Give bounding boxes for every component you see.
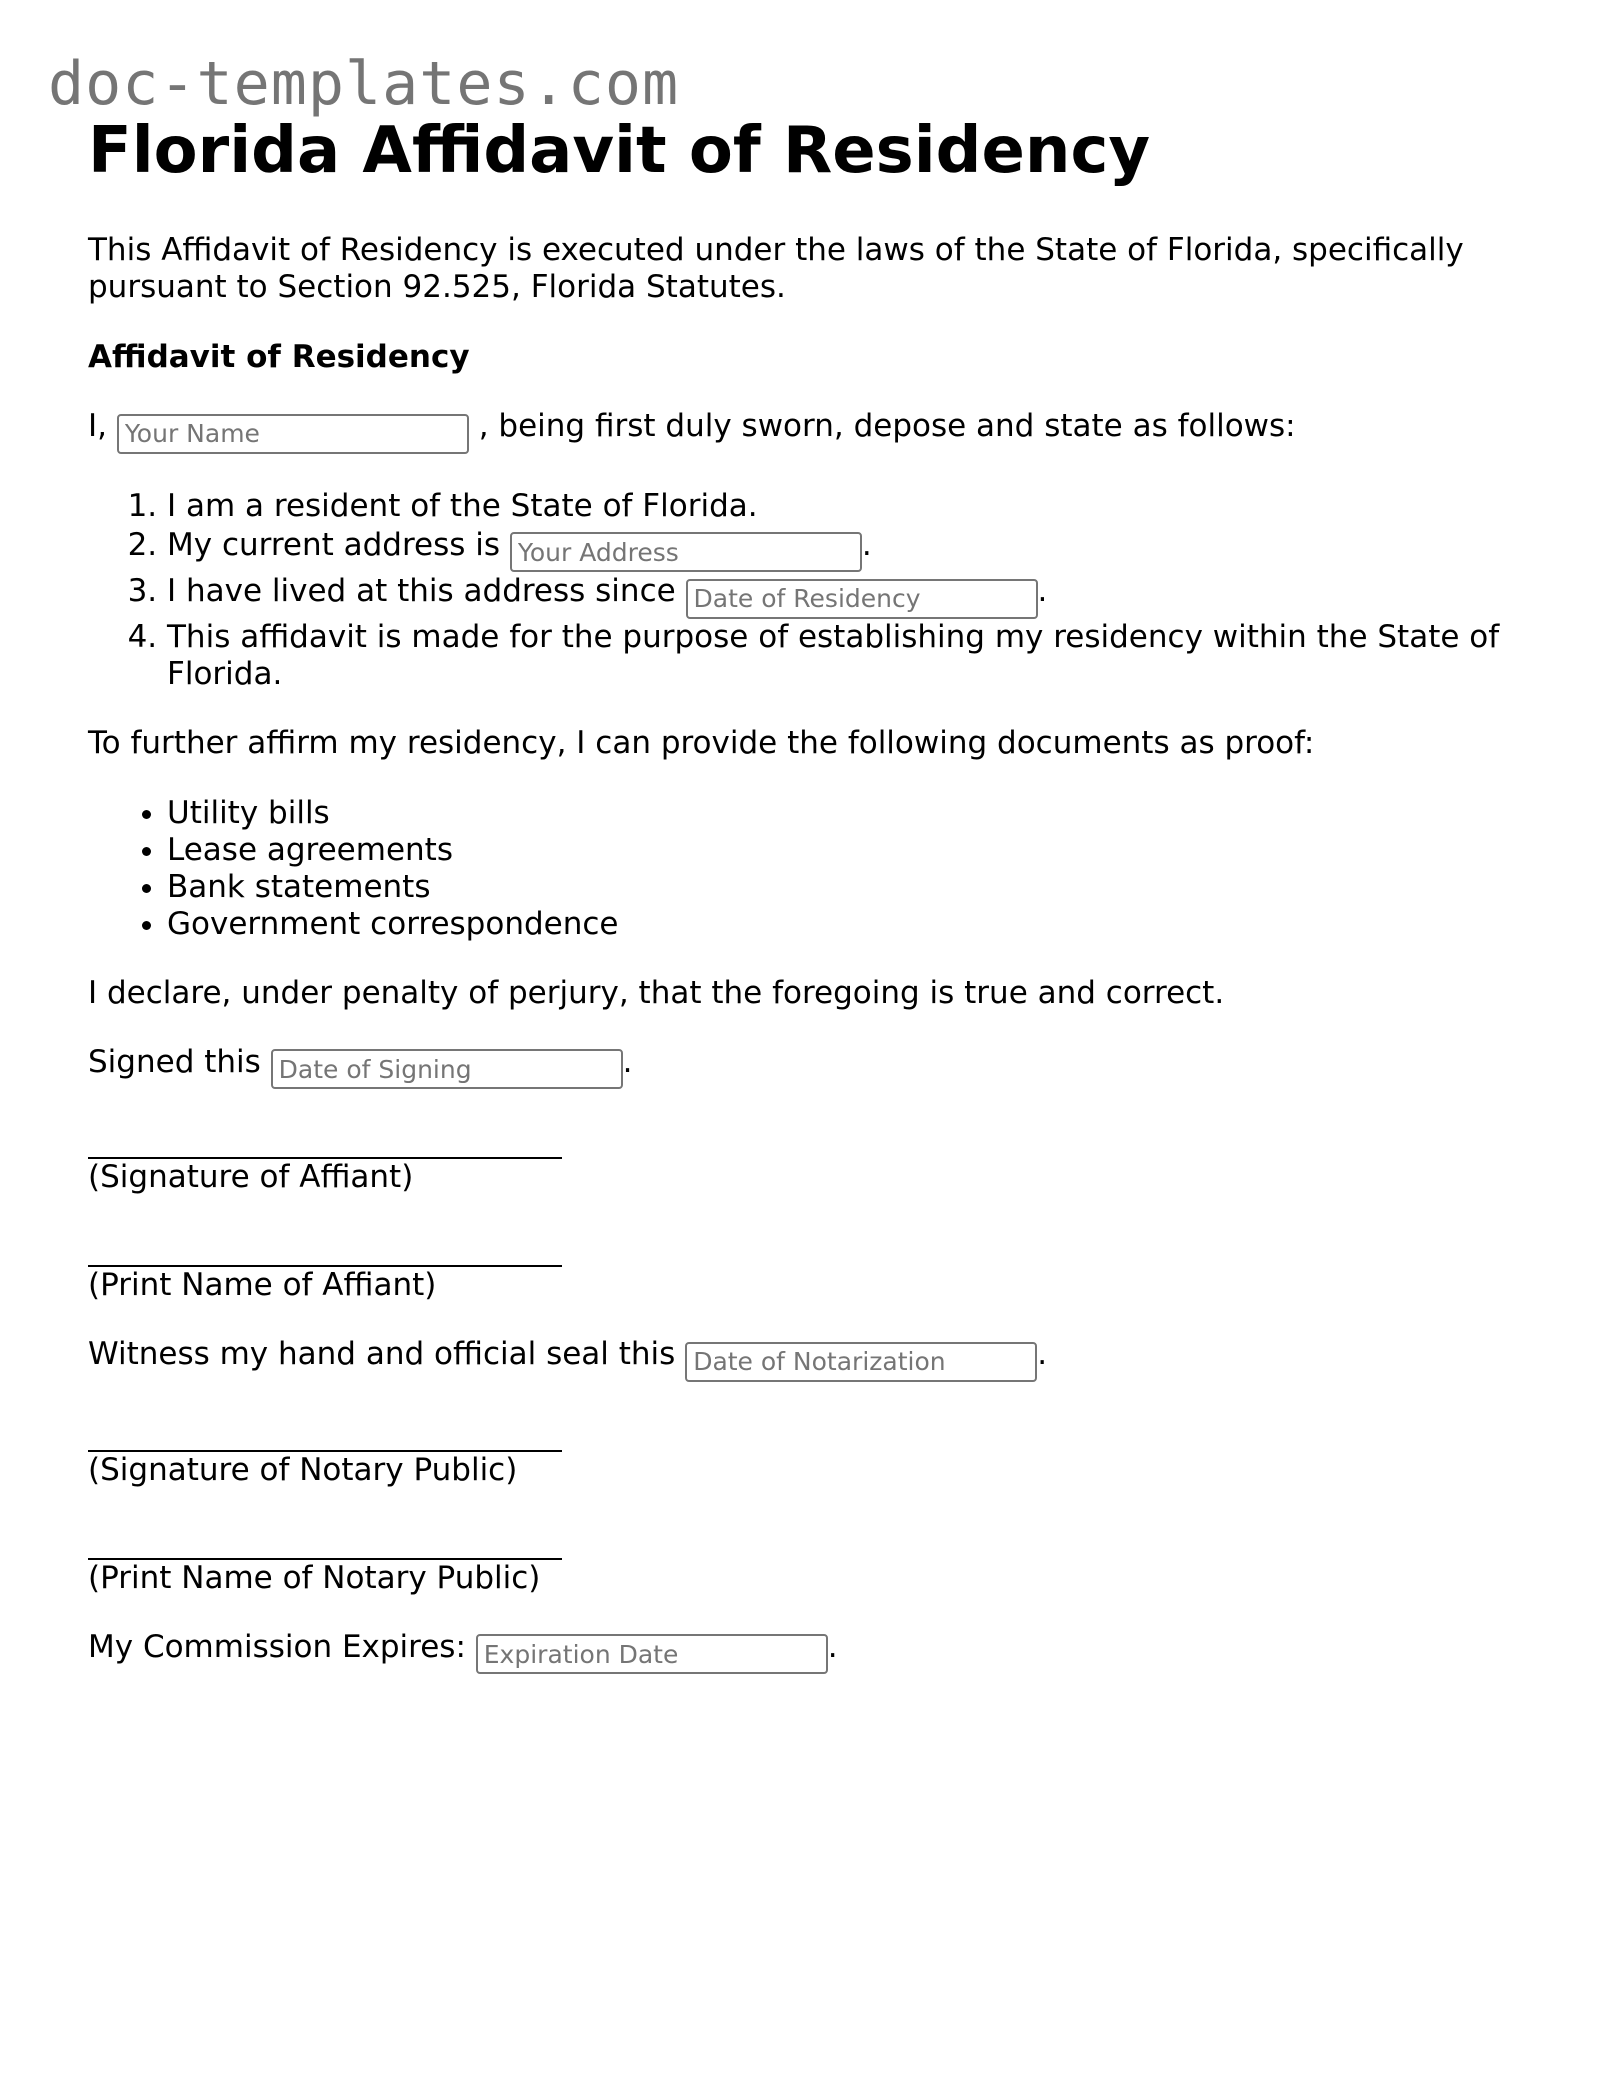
- affidavit-document: [88, 110, 1528, 1674]
- affiant-print-label: (Print Name of Affiant): [88, 1267, 437, 1303]
- proof-intro: To further affirm my residency, I can provide the following documents as proof:: [88, 724, 1315, 761]
- document-title: Florida Affidavit of Residency: [88, 114, 1151, 188]
- section-heading: Affidavit of Residency: [88, 339, 470, 375]
- affiant-print-block: [88, 1265, 1528, 1304]
- notary-print-block: [88, 1558, 1528, 1597]
- oath-suffix: , being first duly sworn, depose and state as follows:: [478, 408, 1296, 444]
- oath-prefix: I,: [88, 408, 107, 444]
- expiration-date-input[interactable]: [476, 1634, 828, 1674]
- signing-date-input[interactable]: [271, 1049, 623, 1089]
- statement-text: This affidavit is made for the purpose of establishing my residency within the State of Florida.: [167, 618, 1500, 692]
- affiant-signature-label: (Signature of Affiant): [88, 1159, 414, 1195]
- statement-text: I have lived at this address since: [167, 573, 676, 609]
- signed-line: [88, 1044, 1528, 1090]
- oath-line: [88, 408, 1528, 454]
- statement-item: [167, 619, 1528, 693]
- statement-item: [167, 572, 1528, 619]
- statement-text: My current address is: [167, 526, 501, 563]
- intro-paragraph: This Affidavit of Residency is executed under the laws of the State of Florida, specifically pursuant to Section 92.525, Florida Statutes.: [88, 232, 1464, 305]
- proof-document-item: • Government correspondence: [167, 906, 1528, 943]
- perjury-declaration: I declare, under penalty of perjury, that the foregoing is true and correct.: [88, 974, 1225, 1011]
- proof-document-item: • Bank statements: [167, 869, 1528, 906]
- statement-punctuation: .: [1037, 573, 1048, 609]
- notarization-date-input[interactable]: [685, 1342, 1037, 1382]
- notary-print-label: (Print Name of Notary Public): [88, 1559, 541, 1596]
- witness-prefix: Witness my hand and official seal this: [88, 1336, 676, 1372]
- signed-punctuation: .: [622, 1043, 633, 1080]
- notary-signature-label: (Signature of Notary Public): [88, 1451, 518, 1488]
- commission-prefix: My Commission Expires:: [88, 1628, 466, 1665]
- statement-item: [167, 526, 1528, 573]
- name-input[interactable]: [117, 414, 469, 454]
- witness-punctuation: .: [1037, 1336, 1048, 1372]
- statement-punctuation: .: [861, 526, 872, 563]
- commission-line: [88, 1629, 1528, 1675]
- statement-item: [167, 487, 1528, 526]
- proof-document-list: [88, 795, 1528, 943]
- residency-date-input[interactable]: [686, 579, 1038, 619]
- statement-text: I am a resident of the State of Florida.: [167, 487, 758, 524]
- proof-document-item: • Lease agreements: [167, 832, 1528, 869]
- statement-list: [88, 487, 1528, 693]
- commission-punctuation: .: [827, 1628, 838, 1665]
- notary-signature-block: [88, 1450, 1528, 1489]
- address-input[interactable]: [510, 532, 862, 572]
- proof-document-item: • Utility bills: [167, 795, 1528, 832]
- witness-line: [88, 1336, 1528, 1382]
- signed-prefix: Signed this: [88, 1043, 261, 1080]
- affiant-signature-block: [88, 1157, 1528, 1196]
- site-watermark: doc-templates.com: [48, 49, 680, 119]
